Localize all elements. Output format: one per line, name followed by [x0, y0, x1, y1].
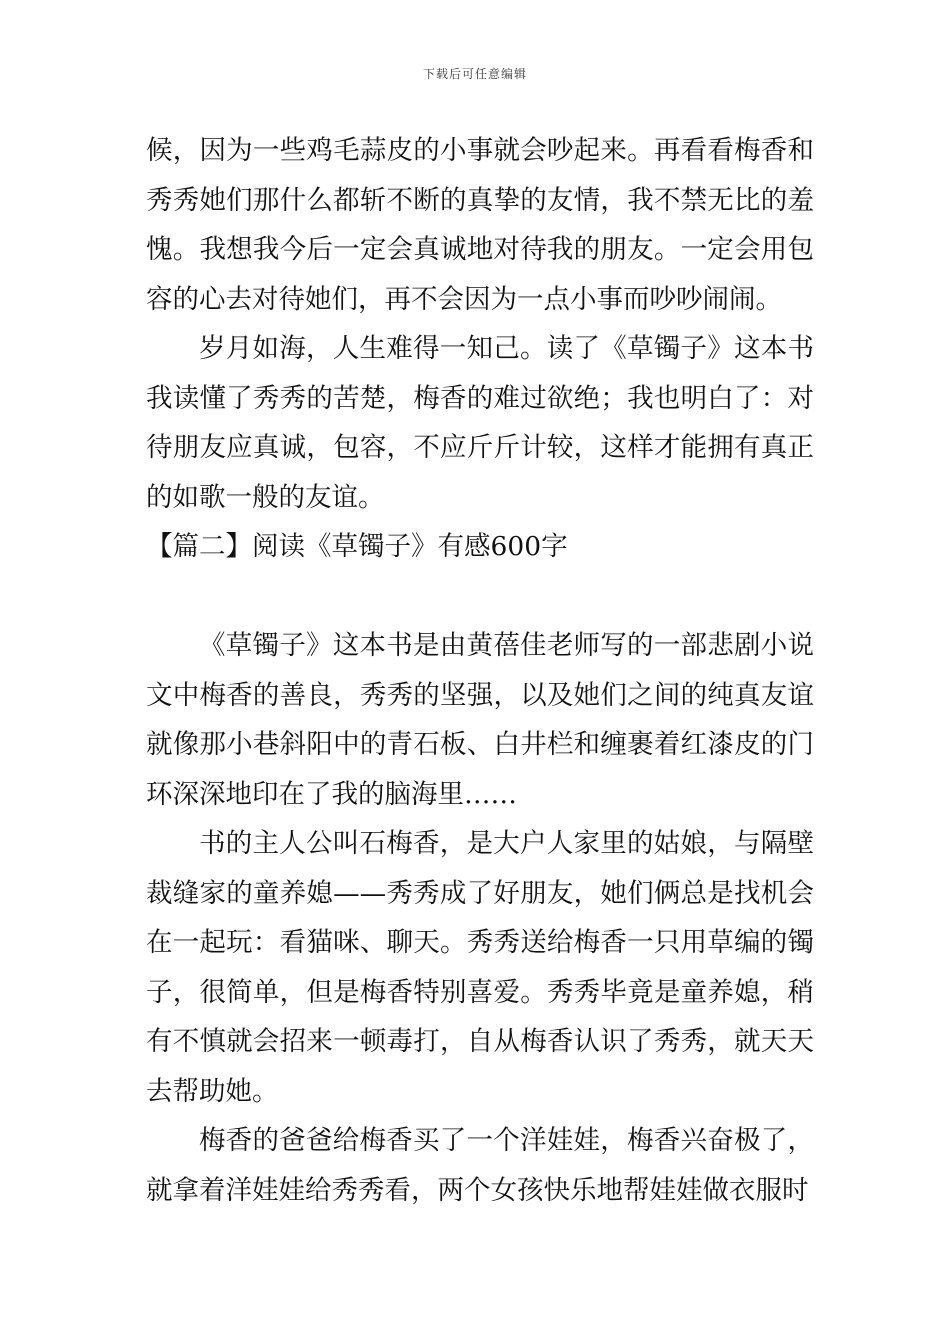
paragraph-continued: 候，因为一些鸡毛蒜皮的小事就会吵起来。再看看梅香和秀秀她们那什么都斩不断的真挚的友情，我不禁无比的羞愧。我想我今后一定会真诚地对待我的朋友。一定会用包容的心去对待她们，再不会因为一点小事而吵吵闹闹。 — [146, 135, 814, 315]
paragraph-doll: 梅香的爸爸给梅香买了一个洋娃娃，梅香兴奋极了，就拿着洋娃娃给秀秀看，两个女孩快乐地帮娃娃做衣服时 — [146, 1125, 814, 1206]
blank-line — [146, 572, 814, 622]
section-title: 【篇二】阅读《草镯子》有感600字 — [146, 531, 568, 562]
page-header: 下载后可任意编辑 — [422, 67, 527, 81]
paragraph-conclusion: 岁月如海，人生难得一知己。读了《草镯子》这本书我读懂了秀秀的苦楚，梅香的难过欲绝；我也明白了：对待朋友应真诚，包容，不应斤斤计较，这样才能拥有真正的如歌一般的友谊。 — [146, 333, 814, 513]
paragraph-intro: 《草镯子》这本书是由黄蓓佳老师写的一部悲剧小说文中梅香的善良，秀秀的坚强，以及她们之间的纯真友谊就像那小巷斜阳中的青石板、白井栏和缠裹着红漆皮的门环深深地印在了我的脑海里…… — [146, 630, 814, 810]
paragraph-story: 书的主人公叫石梅香，是大户人家里的姑娘，与隔壁裁缝家的童养媳——秀秀成了好朋友，她们俩总是找机会在一起玩：看猫咪、聊天。秀秀送给梅香一只用草编的镯子，很简单，但是梅香特别喜爱。秀秀毕竟是童养媳，稍有不慎就会招来一顿毒打，自从梅香认识了秀秀，就天天去帮助她。 — [146, 828, 814, 1107]
document-body — [146, 126, 814, 1215]
